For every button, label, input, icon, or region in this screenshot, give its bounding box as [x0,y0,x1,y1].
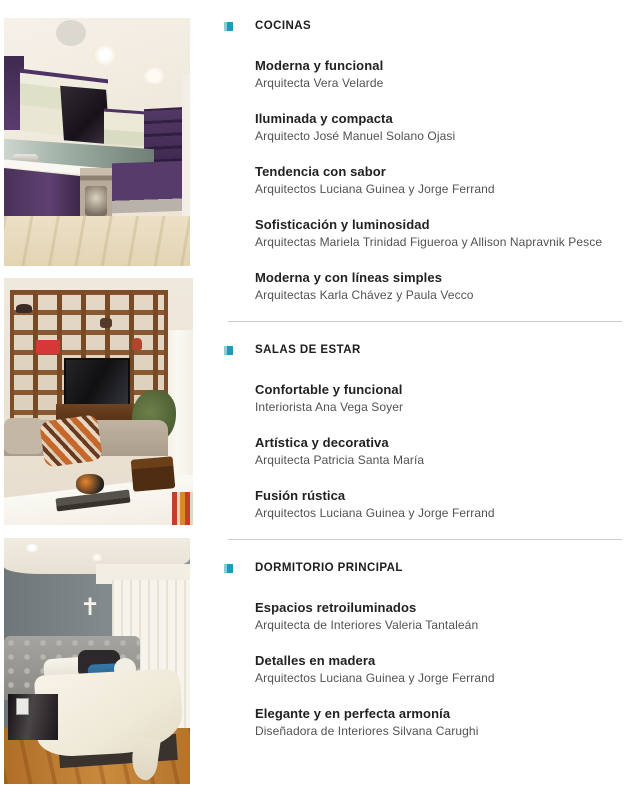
wall-cross-decor: ✝ [79,593,101,621]
recessed-light [144,68,164,84]
entry-credit: Arquitectas Mariela Trinidad Figueroa y Allison Napravnik Pesce [255,235,603,249]
section-header [224,20,626,33]
section-title: COCINAS [255,20,312,32]
section-bullet-icon [224,564,233,573]
toc-entry [255,435,626,468]
entry-credit: Arquitectos Luciana Guinea y Jorge Ferrand [255,671,495,685]
red-box [36,340,60,354]
toc-section-cocinas [224,20,626,303]
toc-entry [255,270,626,303]
shelf-object [16,304,32,313]
toc-entry [255,164,626,197]
toc-entry [255,58,626,91]
toc-entry [255,217,626,250]
toc-entry [255,488,626,521]
oven-door [85,186,107,216]
ceiling-speaker [56,20,86,46]
shelf-object [132,338,142,350]
entry-credit: Arquitectas Karla Chávez y Paula Vecco [255,288,474,302]
section-title: DORMITORIO PRINCIPAL [255,562,403,574]
table-of-contents [224,20,626,739]
shelf-object [100,318,112,328]
toc-entry [255,706,626,739]
toc-entry [255,111,626,144]
recessed-light [26,544,38,552]
section-divider [228,321,622,322]
wooden-box [131,456,176,492]
entry-title: Fusión rústica [255,488,346,503]
entry-title: Moderna y con líneas simples [255,270,443,285]
bedroom-photo [4,538,190,784]
section-title: SALAS DE ESTAR [255,344,361,356]
toc-section-dormitorio-principal [224,562,626,739]
entry-title: Sofisticación y luminosidad [255,217,430,232]
living-room-photo [4,278,193,525]
entry-credit: Arquitecto José Manuel Solano Ojasi [255,129,456,143]
recessed-light [92,554,102,561]
range-hood [60,86,110,145]
toc-entry [255,653,626,686]
entry-credit: Arquitecta Vera Velarde [255,76,384,90]
kitchen-photo [4,18,190,266]
toc-entry [255,600,626,633]
entry-title: Moderna y funcional [255,58,384,73]
section-bullet-icon [224,22,233,31]
entry-title: Iluminada y compacta [255,111,393,126]
entry-credit: Arquitectos Luciana Guinea y Jorge Ferrand [255,506,495,520]
wood-floor [4,216,190,266]
purple-base-cabinet [112,161,190,214]
toc-section-salas-de-estar [224,344,626,521]
shelf-books [172,492,193,525]
side-wall [182,74,190,216]
entry-title: Artística y decorativa [255,435,389,450]
section-header [224,562,626,575]
recessed-light [92,44,118,66]
entry-title: Tendencia con sabor [255,164,386,179]
entry-credit: Interiorista Ana Vega Soyer [255,400,404,414]
entry-title: Confortable y funcional [255,382,403,397]
photo-frame [16,698,29,715]
entry-credit: Arquitecta Patricia Santa María [255,453,425,467]
striped-pillow [39,414,103,468]
entry-credit: Arquitectos Luciana Guinea y Jorge Ferrand [255,182,495,196]
section-divider [228,539,622,540]
orange-figurine [76,474,104,494]
section-bullet-icon [224,346,233,355]
entry-credit: Arquitecta de Interiores Valeria Tantaleán [255,618,479,632]
pillow [4,418,44,454]
toc-entry [255,382,626,415]
entry-title: Elegante y en perfecta armonía [255,706,451,721]
television [64,358,130,406]
section-header [224,344,626,357]
entry-title: Detalles en madera [255,653,376,668]
entry-credit: Diseñadora de Interiores Silvana Carughi [255,724,479,738]
entry-title: Espacios retroiluminados [255,600,417,615]
